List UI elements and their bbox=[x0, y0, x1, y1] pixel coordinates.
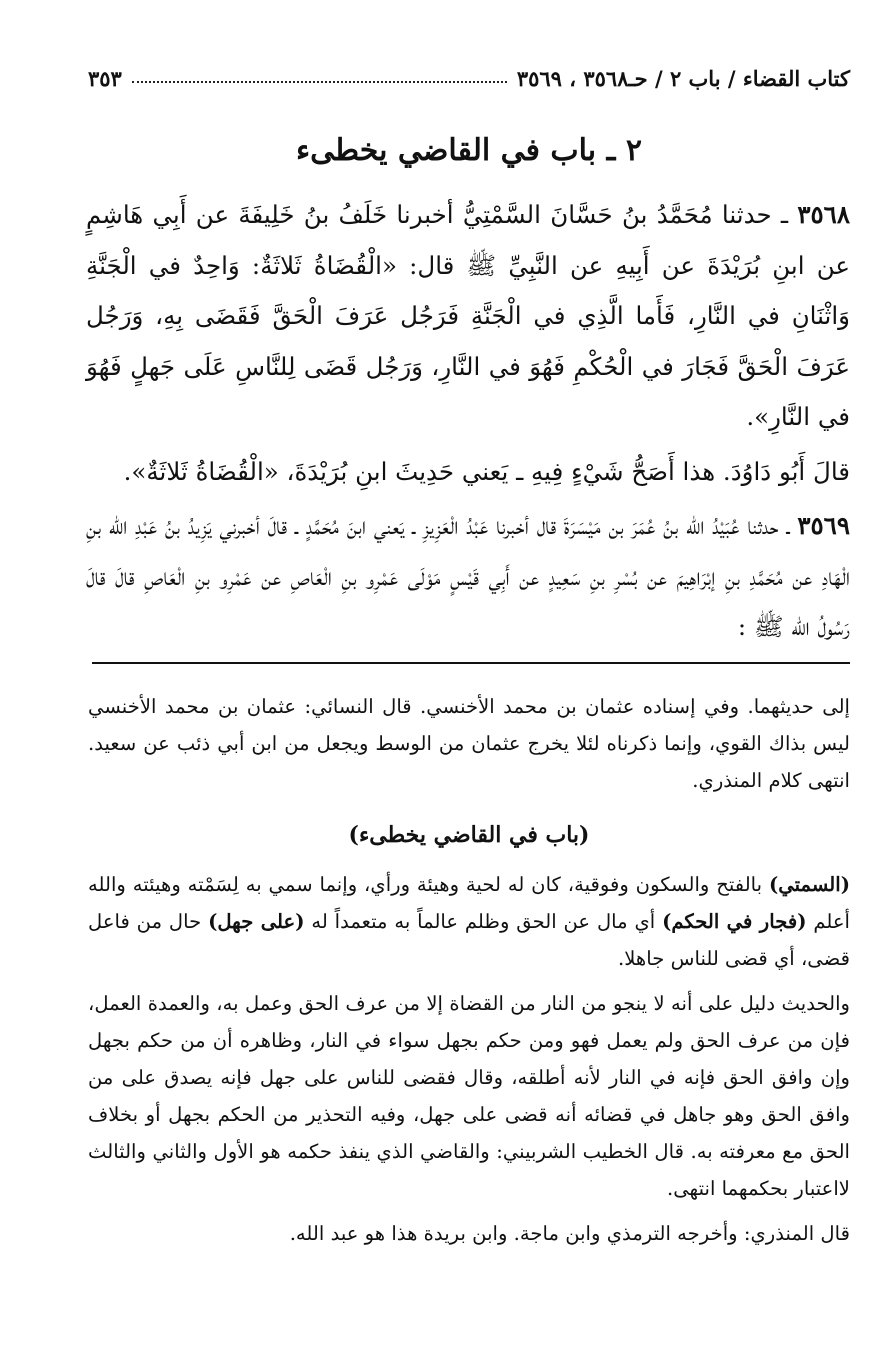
commentary-paragraph bbox=[88, 866, 850, 977]
term-explanation: بالفتح والسكون وفوقية، كان له لحية وهيئة ورأي، وإنما سمي به لِسَمْته وهيئته والله أعلم bbox=[88, 873, 850, 933]
running-header bbox=[88, 58, 850, 98]
term: (على جهل) bbox=[208, 910, 305, 933]
term-explanation: أي مال عن الحق وظلم عالماً به متعمداً له bbox=[304, 910, 663, 933]
hadith-body: ـ حدثنا مُحَمَّدُ بنُ حَسَّانَ السَّمْتِيُّ أخبرنا خَلَفُ بنُ خَلِيفَةَ عن أَبِي هَاشِمٍ عن ابنِ بُرَيْدَةَ عن أَبِيهِ عن النَّبِيِّ ﷺ قال: «الْقُضَاةُ ثَلاثَةٌ: وَاحِدٌ في الْجَنَّةِ وَاثْنَانِ في النَّارِ، فَأَما الَّذِي في الْجَنَّةِ فَرَجُل عَرَفَ الْحَقَّ فَقَضَى بِهِ، وَرَجُل عَرَفَ الْحَقَّ فَجَارَ في الْحُكْمِ فَهُوَ في النَّارِ، وَرَجُل قَضَى لِلنَّاسِ عَلَى جَهلٍ فَهُوَ في النَّارِ». bbox=[86, 200, 850, 431]
footnote-divider bbox=[92, 662, 850, 664]
hadith-text bbox=[86, 190, 850, 653]
hadith-3568 bbox=[86, 190, 850, 443]
term: (السمتي) bbox=[768, 873, 850, 896]
hadith-number: ٣٥٦٩ bbox=[797, 511, 850, 540]
commentary-paragraph: والحديث دليل على أنه لا ينجو من النار من القضاة إلا من عرف الحق وعمل به، والعمدة العمل، فإن من عرف الحق ولم يعمل فهو ومن حكم بجهل سواء في النار، وظاهره أن من حكم بجهل وإن وافق الحق فإنه في النار لأنه أطلقه، وقال فقضى للناس على جهل فإنه يصدق على من وافق الحق وهو جاهل في قضائه أنه قضى على جهل، وفيه التحذير من الحكم بجهل أو بخلاف الحق مع معرفته به. قال الخطيب الشربيني: والقاضي الذي ينفذ حكمه هو الأول والثاني والثالث لااعتبار بحكمهما انتهى. bbox=[88, 992, 850, 1200]
hadith-number: ٣٥٦٨ bbox=[797, 200, 850, 229]
abu-dawud-comment: قالَ أَبُو دَاوُدَ. هذا أَصَحُّ شَيْءٍ فِيهِ ـ يَعني حَدِيثَ ابنِ بُرَيْدَةَ، «الْقُضَاةُ ثَلاثَةٌ». bbox=[123, 456, 850, 486]
commentary bbox=[88, 688, 850, 1252]
hadith-body: ـ حدثنا عُبَيْدُ الله بنُ عُمَرَ بن مَيْسَرَةَ قال أخبرنا عَبْدُ الْعَزِيزِ ـ يَعني ابنَ مُحَمَّدٍ ـ قالَ أخبرني يَزِيدُ بنُ عَبْدِ الله بنِ الْهَادِ عن مُحَمَّدِ بنِ إبْرَاهِيمَ عن بُسْرِ بنِ سَعِيدٍ عن أَبِي قَيْسٍ مَوْلَى عَمْرِو بنِ الْعَاصِ عن عَمْرِو بنِ الْعَاصِ قالَ قالَ رَسُولُ الله ﷺ : bbox=[86, 511, 850, 641]
commentary-subtitle: (باب في القاضي يخطىء) bbox=[348, 822, 590, 848]
chapter-title: ٢ ـ باب في القاضي يخطىء bbox=[296, 133, 642, 168]
term-explanation: حال من فاعل قضى، أي قضى للناس جاهلا. bbox=[88, 910, 850, 970]
term: (فجار في الحكم) bbox=[662, 910, 807, 933]
header-dot-leader bbox=[132, 81, 507, 83]
hadith-3569 bbox=[86, 501, 850, 653]
chapter-reference: كتاب القضاء / باب ٢ / حـ٣٥٦٨ ، ٣٥٦٩ bbox=[516, 65, 850, 91]
commentary-paragraph: إلى حديثهما. وفي إسناده عثمان بن محمد الأخنسي. قال النسائي: عثمان بن محمد الأخنسي ليس بذاك القوي، وإنما ذكرناه لئلا يخرج عثمان من الوسط ويجعل من ابن أبي ذئب عن سعيد. انتهى كلام المنذري. bbox=[88, 695, 850, 792]
page-number: ٣٥٣ bbox=[88, 65, 122, 91]
commentary-paragraph: قال المنذري: وأخرجه الترمذي وابن ماجة. وابن بريدة هذا هو عبد الله. bbox=[289, 1222, 850, 1245]
